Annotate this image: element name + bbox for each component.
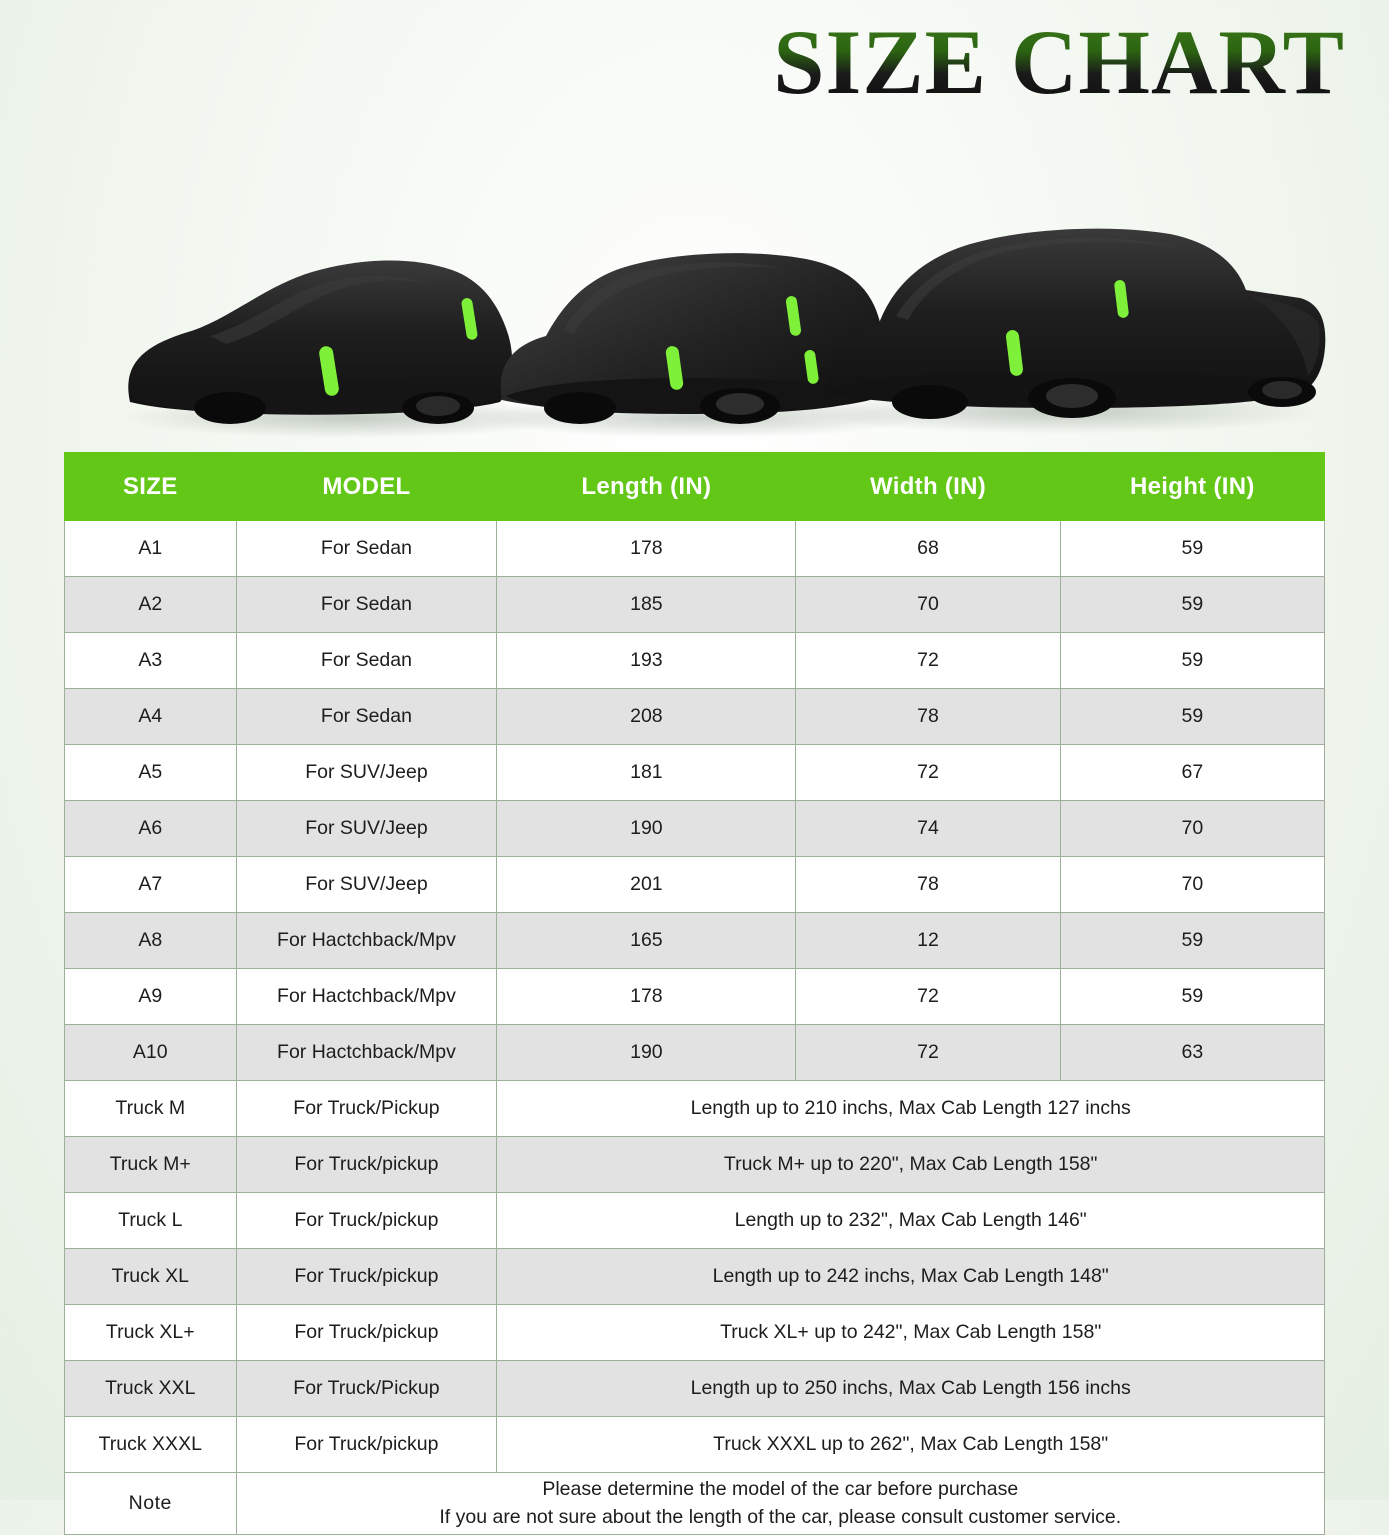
cell-length: 201 xyxy=(497,857,796,913)
cell-spec: Truck XXXL up to 262", Max Cab Length 158" xyxy=(497,1417,1325,1473)
vehicle-covers-illustration xyxy=(60,150,1330,440)
cell-width: 72 xyxy=(796,633,1060,689)
cell-spec: Length up to 242 inchs, Max Cab Length 148" xyxy=(497,1249,1325,1305)
table-row xyxy=(65,1193,1325,1249)
note-label: Note xyxy=(65,1473,237,1535)
size-chart-table-wrap xyxy=(64,452,1325,1535)
table-row xyxy=(65,913,1325,969)
cell-length: 208 xyxy=(497,689,796,745)
cell-height: 59 xyxy=(1060,689,1324,745)
cell-model: For SUV/Jeep xyxy=(236,801,497,857)
cell-height: 59 xyxy=(1060,577,1324,633)
cell-size: Truck L xyxy=(65,1193,237,1249)
covered-pickup-truck-icon xyxy=(828,229,1325,419)
table-row xyxy=(65,577,1325,633)
cell-size: A9 xyxy=(65,969,237,1025)
cell-width: 78 xyxy=(796,689,1060,745)
cell-model: For Truck/pickup xyxy=(236,1417,497,1473)
note-text xyxy=(236,1473,1324,1535)
cell-height: 59 xyxy=(1060,633,1324,689)
cell-spec: Truck M+ up to 220", Max Cab Length 158" xyxy=(497,1137,1325,1193)
header-model: MODEL xyxy=(236,453,497,521)
cell-width: 70 xyxy=(796,577,1060,633)
cell-width: 12 xyxy=(796,913,1060,969)
page-title-wrap xyxy=(773,11,1345,113)
cell-model: For Truck/Pickup xyxy=(236,1361,497,1417)
cell-length: 178 xyxy=(497,521,796,577)
cell-size: A3 xyxy=(65,633,237,689)
header-length: Length (IN) xyxy=(497,453,796,521)
table-row xyxy=(65,1305,1325,1361)
cell-spec: Length up to 250 inchs, Max Cab Length 156 inchs xyxy=(497,1361,1325,1417)
cell-model: For Hactchback/Mpv xyxy=(236,1025,497,1081)
table-row xyxy=(65,1081,1325,1137)
table-row xyxy=(65,689,1325,745)
cell-width: 78 xyxy=(796,857,1060,913)
cell-length: 165 xyxy=(497,913,796,969)
table-body xyxy=(65,521,1325,1535)
cell-size: Truck XL+ xyxy=(65,1305,237,1361)
table-row xyxy=(65,633,1325,689)
table-row xyxy=(65,521,1325,577)
cell-model: For Truck/pickup xyxy=(236,1249,497,1305)
cell-length: 185 xyxy=(497,577,796,633)
cell-length: 193 xyxy=(497,633,796,689)
cell-spec: Truck XL+ up to 242", Max Cab Length 158" xyxy=(497,1305,1325,1361)
note-line-1: Please determine the model of the car before purchase xyxy=(542,1478,1019,1500)
cell-height: 67 xyxy=(1060,745,1324,801)
cell-model: For Truck/pickup xyxy=(236,1193,497,1249)
cell-height: 70 xyxy=(1060,801,1324,857)
cell-model: For Hactchback/Mpv xyxy=(236,913,497,969)
cell-size: A6 xyxy=(65,801,237,857)
cell-size: A8 xyxy=(65,913,237,969)
cell-width: 72 xyxy=(796,969,1060,1025)
cell-model: For Hactchback/Mpv xyxy=(236,969,497,1025)
cell-size: Truck M+ xyxy=(65,1137,237,1193)
note-line-2: If you are not sure about the length of the car, please consult customer service. xyxy=(439,1506,1122,1529)
table-row xyxy=(65,969,1325,1025)
cell-size: Truck XXXL xyxy=(65,1417,237,1473)
cell-length: 190 xyxy=(497,801,796,857)
table-row xyxy=(65,801,1325,857)
cell-size: Truck XXL xyxy=(65,1361,237,1417)
table-header-row xyxy=(65,453,1325,521)
table-row xyxy=(65,1025,1325,1081)
header-width: Width (IN) xyxy=(796,453,1060,521)
cell-model: For Truck/Pickup xyxy=(236,1081,497,1137)
cell-height: 59 xyxy=(1060,969,1324,1025)
cell-height: 70 xyxy=(1060,857,1324,913)
covered-suv-icon xyxy=(501,253,883,424)
cell-size: A4 xyxy=(65,689,237,745)
cell-height: 59 xyxy=(1060,521,1324,577)
table-row xyxy=(65,1361,1325,1417)
cell-model: For Sedan xyxy=(236,633,497,689)
cell-spec: Length up to 210 inchs, Max Cab Length 127 inchs xyxy=(497,1081,1325,1137)
table-row xyxy=(65,1417,1325,1473)
page-title: SIZE CHART xyxy=(773,11,1345,113)
covered-sedan-icon xyxy=(128,260,512,424)
cell-length: 178 xyxy=(497,969,796,1025)
cell-size: Truck XL xyxy=(65,1249,237,1305)
cell-width: 74 xyxy=(796,801,1060,857)
cell-model: For Sedan xyxy=(236,577,497,633)
cell-size: A7 xyxy=(65,857,237,913)
cell-width: 72 xyxy=(796,745,1060,801)
cell-height: 59 xyxy=(1060,913,1324,969)
cell-width: 68 xyxy=(796,521,1060,577)
table-row xyxy=(65,857,1325,913)
cell-model: For SUV/Jeep xyxy=(236,857,497,913)
note-row xyxy=(65,1473,1325,1535)
cell-size: A1 xyxy=(65,521,237,577)
cell-model: For Sedan xyxy=(236,689,497,745)
cell-model: For SUV/Jeep xyxy=(236,745,497,801)
cell-size: A2 xyxy=(65,577,237,633)
cell-spec: Length up to 232", Max Cab Length 146" xyxy=(497,1193,1325,1249)
cell-model: For Truck/pickup xyxy=(236,1137,497,1193)
cell-width: 72 xyxy=(796,1025,1060,1081)
table-row xyxy=(65,745,1325,801)
table-row xyxy=(65,1249,1325,1305)
cell-size: A10 xyxy=(65,1025,237,1081)
cell-length: 181 xyxy=(497,745,796,801)
header-height: Height (IN) xyxy=(1060,453,1324,521)
cell-length: 190 xyxy=(497,1025,796,1081)
cell-size: Truck M xyxy=(65,1081,237,1137)
cell-model: For Sedan xyxy=(236,521,497,577)
table-row xyxy=(65,1137,1325,1193)
cell-size: A5 xyxy=(65,745,237,801)
cell-model: For Truck/pickup xyxy=(236,1305,497,1361)
cell-height: 63 xyxy=(1060,1025,1324,1081)
size-chart-table xyxy=(64,452,1325,1535)
header-size: SIZE xyxy=(65,453,237,521)
